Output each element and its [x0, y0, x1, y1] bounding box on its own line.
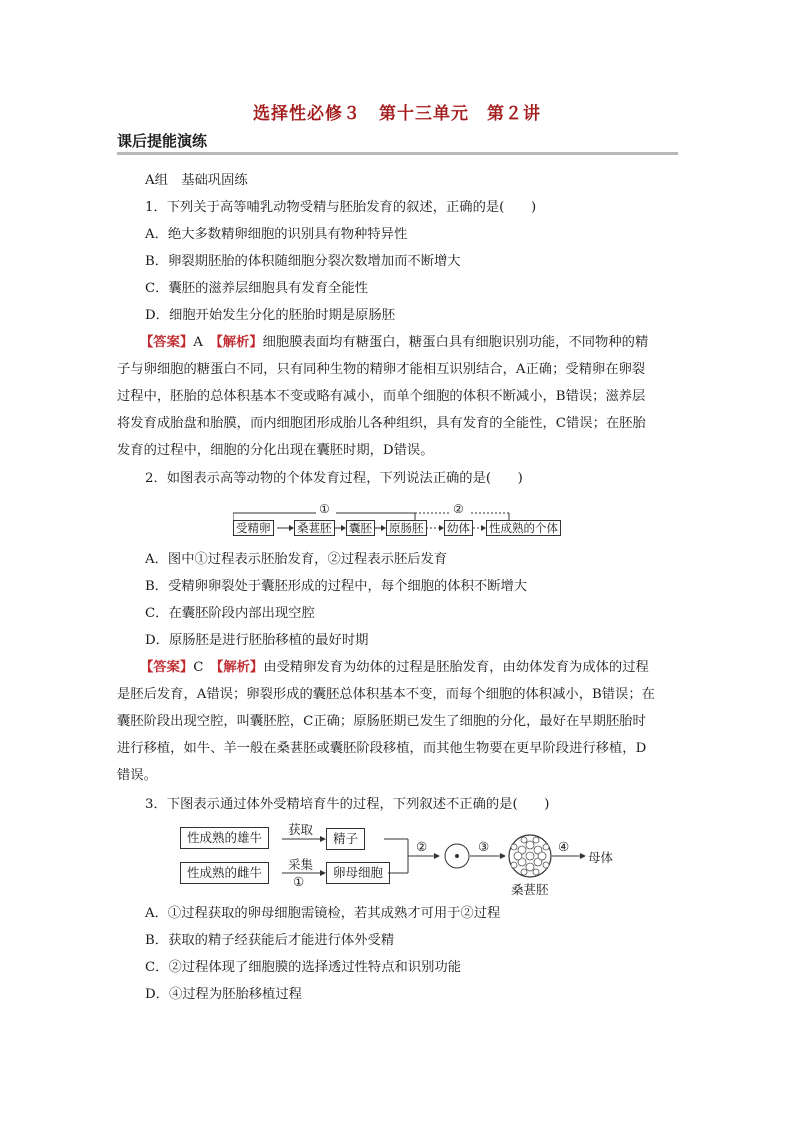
analysis-tag: 【解析】 — [216, 660, 264, 675]
mother-label: 母体 — [588, 850, 614, 865]
male-cattle-box: 性成熟的雄牛 — [180, 827, 269, 849]
development-flow-diagram — [233, 502, 563, 541]
answer-tag: 【答案】 — [140, 335, 194, 350]
flow-box-blastocyst: 囊胚 — [346, 520, 375, 536]
step-4-label: ④ — [558, 839, 570, 854]
step-3-label: ③ — [478, 839, 490, 854]
ivf-process-diagram — [178, 823, 628, 901]
answer-tag: 【答案】 — [140, 660, 194, 675]
q1-answer: A — [193, 335, 217, 350]
q1-analysis-1: 细胞膜表面均有糖蛋白，糖蛋白具有细胞识别功能，不同物种的精 — [262, 335, 649, 350]
q1-answer-line — [140, 334, 648, 352]
q1-analysis-2: 子与卵细胞的糖蛋白不同，只有同种生物的精卵才能相互识别结合，A正确；受精卵在卵裂 — [117, 362, 646, 377]
sperm-box: 精子 — [326, 828, 365, 850]
oocyte-box: 卵母细胞 — [326, 862, 390, 884]
q2-analysis-1: 由受精卵发育为幼体的过程是胚胎发育，由幼体发育为成体的过程 — [263, 660, 649, 675]
q2-analysis-2: 是胚后发育，A错误；卵裂形成的囊胚总体积基本不变，而每个细胞的体积减小，B错误；在 — [117, 687, 655, 702]
q1-option-a: A．绝大多数精卵细胞的识别具有物种特异性 — [145, 227, 408, 242]
q2-analysis-3: 囊胚阶段出现空腔，叫囊胚腔，C正确；原肠胚期已发生了细胞的分化，最好在早期胚胎时 — [117, 714, 646, 729]
flow-box-larva: 幼体 — [444, 520, 473, 536]
q2-option-c: C．在囊胚阶段内部出现空腔 — [145, 606, 315, 621]
page-title: 选择性必修３ 第十三单元 第２讲 — [253, 104, 541, 124]
q1-option-c: C．囊胚的滋养层细胞具有发育全能性 — [145, 281, 368, 296]
analysis-tag: 【解析】 — [216, 335, 263, 350]
q1-option-d: D．细胞开始发生分化的胚胎时期是原肠胚 — [145, 308, 396, 323]
q2-analysis-4: 进行移植，如牛、羊一般在桑葚胚或囊胚阶段移植，而其他生物要在更早阶段进行移植，D — [117, 741, 647, 756]
q1-option-b: B．卵裂期胚胎的体积随细胞分裂次数增加而不断增大 — [145, 254, 461, 269]
q2-option-b: B．受精卵卵裂处于囊胚形成的过程中，每个细胞的体积不断增大 — [145, 579, 528, 594]
female-cattle-box: 性成熟的雌牛 — [180, 862, 269, 884]
obtain-label: 获取 — [288, 822, 314, 837]
q3-option-a: A．①过程获取的卵母细胞需镜检，若其成熟才可用于②过程 — [145, 906, 501, 921]
q3-option-c: C．②过程体现了细胞膜的选择透过性特点和识别功能 — [145, 960, 462, 975]
flow-box-adult: 性成熟的个体 — [486, 520, 561, 536]
morula-label: 桑葚胚 — [511, 882, 549, 897]
q2-option-d: D．原肠胚是进行胚胎移植的最好时期 — [145, 633, 369, 648]
q3-stem: 3．下图表示通过体外受精培育牛的过程，下列叙述不正确的是( ) — [145, 797, 550, 812]
q1-analysis-3: 过程中，胚胎的总体积基本不变或略有减小，而单个细胞的体积不断减小，B错误；滋养层 — [117, 389, 646, 404]
q3-option-b: B．获取的精子经获能后才能进行体外受精 — [145, 933, 395, 948]
step-1-label: ① — [293, 874, 305, 889]
q2-answer-line — [140, 659, 649, 677]
step-2-label: ② — [416, 839, 428, 854]
q2-answer: C — [193, 660, 217, 675]
q1-analysis-4: 将发育成胎盘和胎膜，而内细胞团形成胎儿各种组织，具有发育的全能性，C错误；在胚胎 — [117, 416, 646, 431]
collect-label: 采集 — [288, 857, 314, 872]
q1-stem: 1．下列关于高等哺乳动物受精与胚胎发育的叙述，正确的是( ) — [145, 200, 537, 215]
flow-label-1: ① — [319, 502, 330, 516]
q2-option-a: A．图中①过程表示胚胎发育，②过程表示胚后发育 — [145, 552, 448, 567]
q2-stem: 2．如图表示高等动物的个体发育过程，下列说法正确的是( ) — [145, 471, 523, 486]
flow-box-gastrula: 原肠胚 — [386, 520, 427, 536]
flow-box-zygote: 受精卵 — [233, 520, 274, 536]
title-divider — [117, 152, 678, 155]
section-title: 课后提能演练 — [117, 132, 208, 150]
q2-analysis-5: 错误。 — [117, 768, 157, 783]
group-heading: A组 基础巩固练 — [145, 173, 248, 188]
q1-analysis-5: 发育的过程中，细胞的分化出现在囊胚时期，D错误。 — [117, 443, 434, 458]
flow-label-2: ② — [453, 502, 464, 516]
flow-box-morula: 桑葚胚 — [294, 520, 335, 536]
q3-option-d: D．④过程为胚胎移植过程 — [145, 987, 302, 1002]
